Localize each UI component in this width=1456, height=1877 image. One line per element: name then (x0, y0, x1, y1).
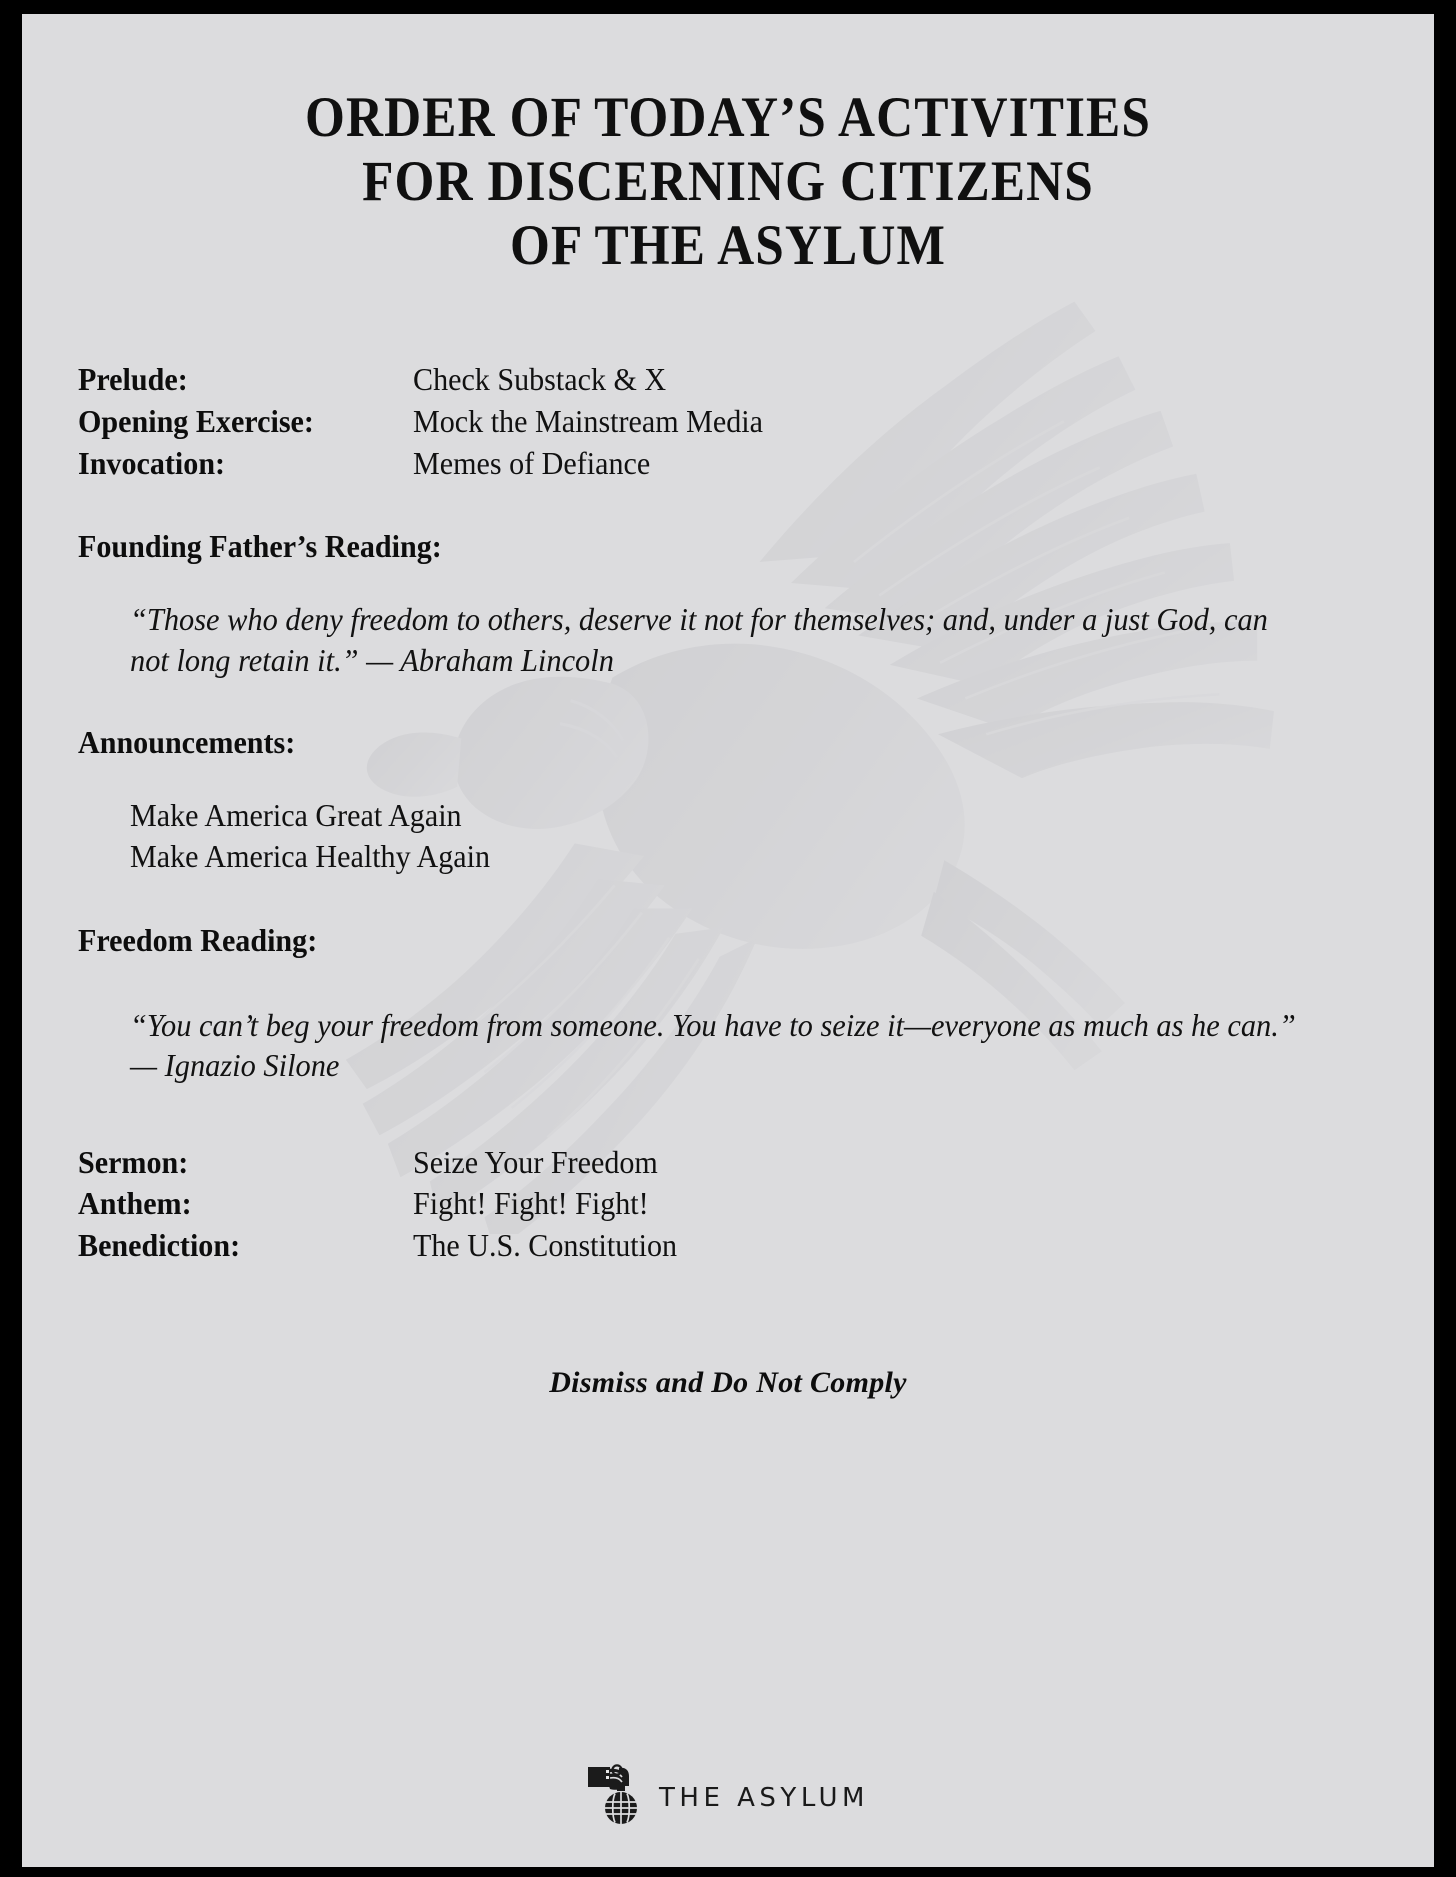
freedom-reading-quote: “You can’t beg your freedom from someone. You have to seize it—everyone as much as he can.” — Ignazio Silone (130, 1007, 1296, 1084)
title-line-1: ORDER OF TODAY’S ACTIVITIES (305, 86, 1151, 149)
program-label: Prelude: (78, 361, 188, 398)
page-title (143, 14, 1313, 277)
program-value: Mock the Mainstream Media (413, 403, 764, 440)
program-value: The U.S. Constitution (413, 1226, 678, 1263)
program-value: Memes of Defiance (413, 444, 651, 481)
program-row (78, 401, 1378, 443)
poster-content (22, 14, 1434, 1867)
closing-line: Dismiss and Do Not Comply (549, 1366, 907, 1400)
poster-sheet (22, 14, 1434, 1867)
hand-holding-grenade-icon (587, 1764, 645, 1831)
program-row (78, 1225, 1378, 1267)
program-label: Anthem: (78, 1185, 192, 1222)
opening-block (78, 359, 1378, 484)
title-line-2: FOR DISCERNING CITIZENS (362, 149, 1094, 213)
founding-father-reading-heading: Founding Father’s Reading: (78, 528, 442, 565)
program-value: Fight! Fight! Fight! (413, 1185, 649, 1222)
announcements-heading: Announcements: (78, 723, 296, 760)
program-row (78, 443, 1378, 485)
program-value: Check Substack & X (413, 361, 667, 398)
brand-logo (587, 1764, 869, 1831)
closing-block (78, 1142, 1378, 1267)
announcement-item: Make America Great Again (130, 796, 462, 833)
program-label: Benediction: (78, 1226, 241, 1263)
program-label: Invocation: (78, 444, 226, 481)
program-row (78, 1142, 1378, 1184)
program-row (78, 1183, 1378, 1225)
program-label: Sermon: (78, 1143, 189, 1180)
freedom-reading-heading: Freedom Reading: (78, 922, 318, 959)
announcement-item: Make America Healthy Again (130, 838, 491, 875)
program-label: Opening Exercise: (78, 403, 314, 440)
footer (22, 1764, 1434, 1831)
program-value: Seize Your Freedom (413, 1143, 658, 1180)
program-row (78, 359, 1378, 401)
title-line-3: OF THE ASYLUM (510, 213, 946, 277)
founding-father-reading-quote: “Those who deny freedom to others, deserve it not for themselves; and, under a just God, can not long retain it.” — Abraham Lincoln (130, 601, 1268, 678)
brand-name: THE ASYLUM (659, 1782, 869, 1813)
